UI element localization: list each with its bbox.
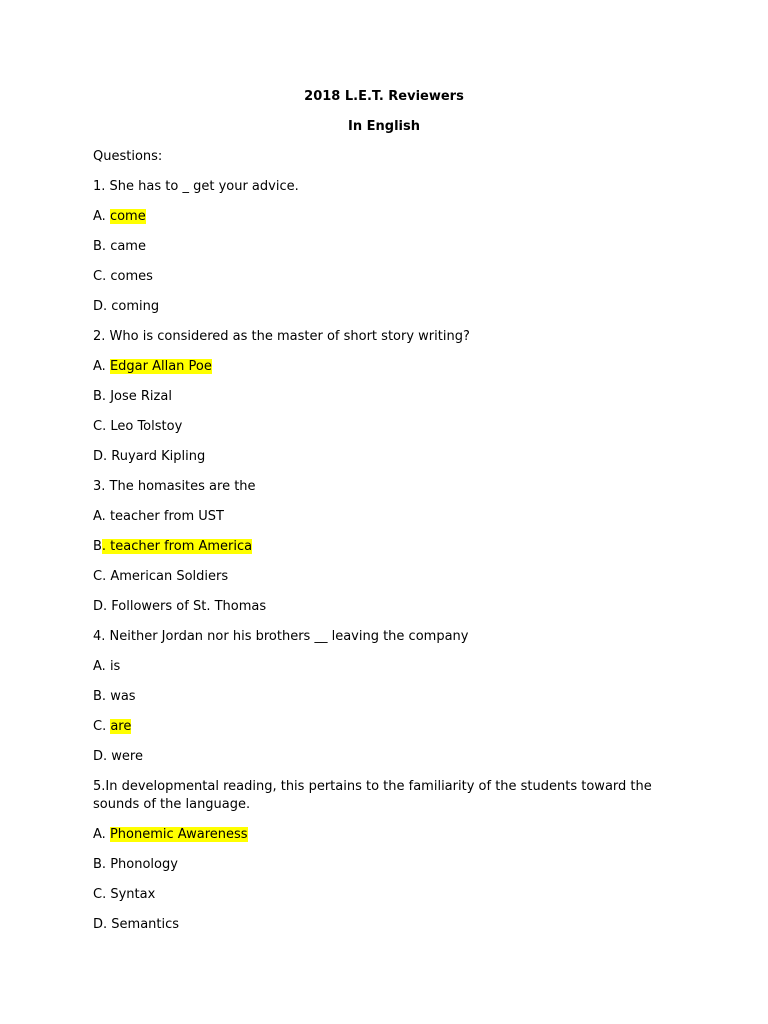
question-3-option-b: B. teacher from America (93, 539, 253, 554)
question-4-option-b: B. was (93, 689, 136, 704)
question-1-stem: 1. She has to _ get your advice. (93, 179, 299, 194)
question-5-option-a: A. Phonemic Awareness (93, 827, 248, 842)
document-subtitle: In English (348, 119, 420, 134)
question-1-option-c: C. comes (93, 269, 153, 284)
question-1-option-a: A. come (93, 209, 146, 224)
question-2-stem: 2. Who is considered as the master of short story writing? (93, 329, 470, 344)
answer-highlight: Phonemic Awareness (109, 827, 248, 842)
question-4-option-a: A. is (93, 659, 121, 674)
answer-highlight: are (110, 719, 132, 734)
question-2-option-a: A. Edgar Allan Poe (93, 359, 212, 374)
answer-highlight: . teacher from America (101, 539, 253, 554)
question-1-option-d: D. coming (93, 299, 160, 314)
question-2-option-c: C. Leo Tolstoy (93, 419, 183, 434)
question-5-option-b: B. Phonology (93, 857, 178, 872)
question-5-stem: 5.In developmental reading, this pertains to the familiarity of the students toward the sounds of the language. (93, 779, 652, 812)
question-1-option-b: B. came (93, 239, 146, 254)
question-2-option-b: B. Jose Rizal (93, 389, 172, 404)
document-title: 2018 L.E.T. Reviewers (304, 89, 464, 104)
question-4-option-d: D. were (93, 749, 143, 764)
question-5-option-c: C. Syntax (93, 887, 156, 902)
question-2-option-d: D. Ruyard Kipling (93, 449, 206, 464)
question-4-option-c: C. are (93, 719, 132, 734)
question-5-option-d: D. Semantics (93, 917, 180, 932)
question-3-option-a: A. teacher from UST (93, 509, 224, 524)
question-3-stem: 3. The homasites are the (93, 479, 256, 494)
section-label: Questions: (93, 149, 163, 164)
question-3-option-c: C. American Soldiers (93, 569, 229, 584)
question-3-option-d: D. Followers of St. Thomas (93, 599, 267, 614)
answer-highlight: come (109, 209, 146, 224)
question-4-stem: 4. Neither Jordan nor his brothers __ leaving the company (93, 629, 469, 644)
answer-highlight: Edgar Allan Poe (109, 359, 212, 374)
